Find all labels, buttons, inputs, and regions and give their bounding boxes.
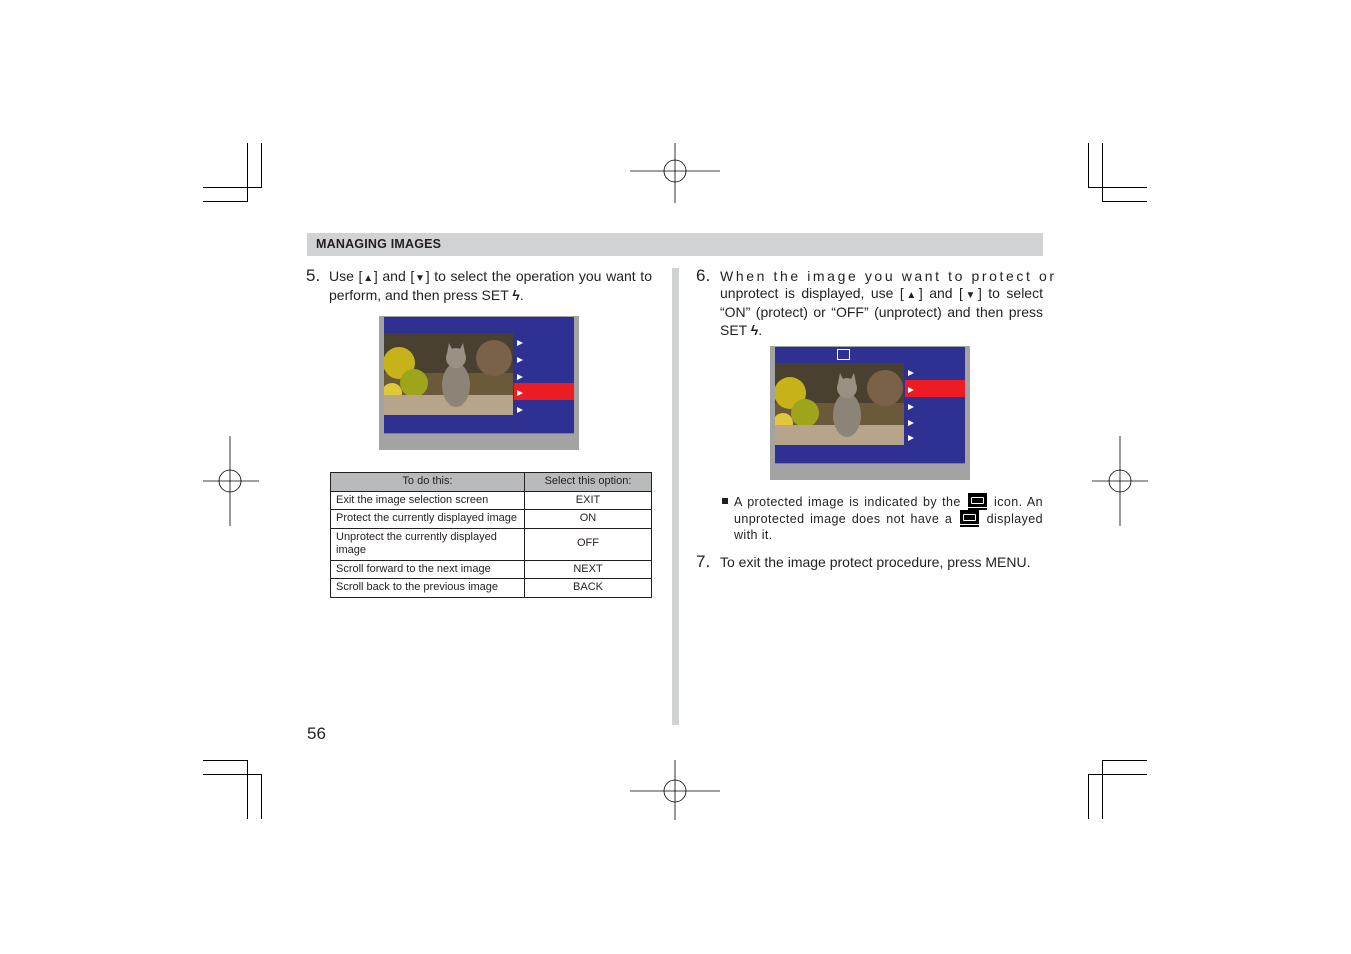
registration-mark-top — [630, 143, 720, 203]
menu-arrow-icon — [517, 390, 523, 396]
cat-photo — [775, 363, 904, 445]
protect-key-icon — [837, 349, 850, 360]
registration-mark-right — [1092, 436, 1148, 526]
step-6-text: unprotect is displayed, use [▲] and [▼] to select “ON” (protect) or “OFF” (unprotect) and then press SET ϟ. — [720, 285, 1043, 338]
protect-key-icon — [960, 510, 979, 527]
table-row: Unprotect the currently displayed image OFF — [331, 528, 652, 560]
down-arrow-icon: ▼ — [414, 273, 426, 284]
menu-arrow-icon — [517, 357, 523, 363]
up-arrow-icon: ▲ — [362, 273, 374, 284]
bullet-icon — [722, 498, 728, 504]
header-option: Select this option: — [525, 473, 652, 492]
table-row: Scroll forward to the next image NEXT — [331, 560, 652, 579]
menu-highlight-bar — [905, 380, 965, 397]
scroll-bar — [384, 433, 574, 434]
menu-arrow-icon — [908, 387, 914, 393]
header-to-do: To do this: — [331, 473, 525, 492]
protect-note: A protected image is indicated by the icon. An unprotected image does not have a displayed with it. — [734, 495, 1044, 542]
step-5-number: 5. — [306, 266, 321, 285]
menu-highlight-bar — [514, 383, 574, 400]
menu-arrow-icon — [908, 404, 914, 410]
cat-photo — [384, 333, 513, 415]
camera-screen-1 — [379, 316, 579, 450]
set-flash-icon: ϟ — [512, 287, 520, 304]
registration-mark-left — [203, 436, 259, 526]
table-header-row — [331, 473, 652, 492]
column-divider — [672, 268, 679, 725]
options-table — [330, 472, 652, 598]
protect-key-icon — [968, 493, 987, 510]
menu-arrow-icon — [908, 420, 914, 426]
camera-screen-2 — [770, 346, 970, 480]
registration-mark-bottom — [630, 760, 720, 820]
menu-arrow-icon — [908, 370, 914, 376]
section-title: MANAGING IMAGES — [316, 237, 442, 251]
step-7-text: To exit the image protect procedure, press MENU. — [720, 554, 1031, 570]
scroll-bar — [775, 463, 965, 464]
page-number: 56 — [307, 724, 326, 743]
menu-arrow-icon — [908, 435, 914, 441]
table-row: Protect the currently displayed image ON — [331, 510, 652, 529]
down-arrow-icon: ▼ — [962, 290, 978, 301]
step-5-text: Use [▲] and [▼] to select the operation you want to perform, and then press SET ϟ. — [329, 268, 652, 304]
section-header-bar — [307, 233, 1043, 256]
step-7-number: 7. — [696, 552, 711, 571]
menu-arrow-icon — [517, 374, 523, 380]
table-row: Scroll back to the previous image BACK — [331, 579, 652, 598]
step-6-line-1: When the image you want to protect or — [720, 268, 1057, 284]
set-flash-icon: ϟ — [750, 321, 759, 338]
menu-arrow-icon — [517, 407, 523, 413]
step-6-number: 6. — [696, 266, 711, 285]
menu-arrow-icon — [517, 340, 523, 346]
table-row: Exit the image selection screen EXIT — [331, 491, 652, 510]
up-arrow-icon: ▲ — [903, 290, 919, 301]
